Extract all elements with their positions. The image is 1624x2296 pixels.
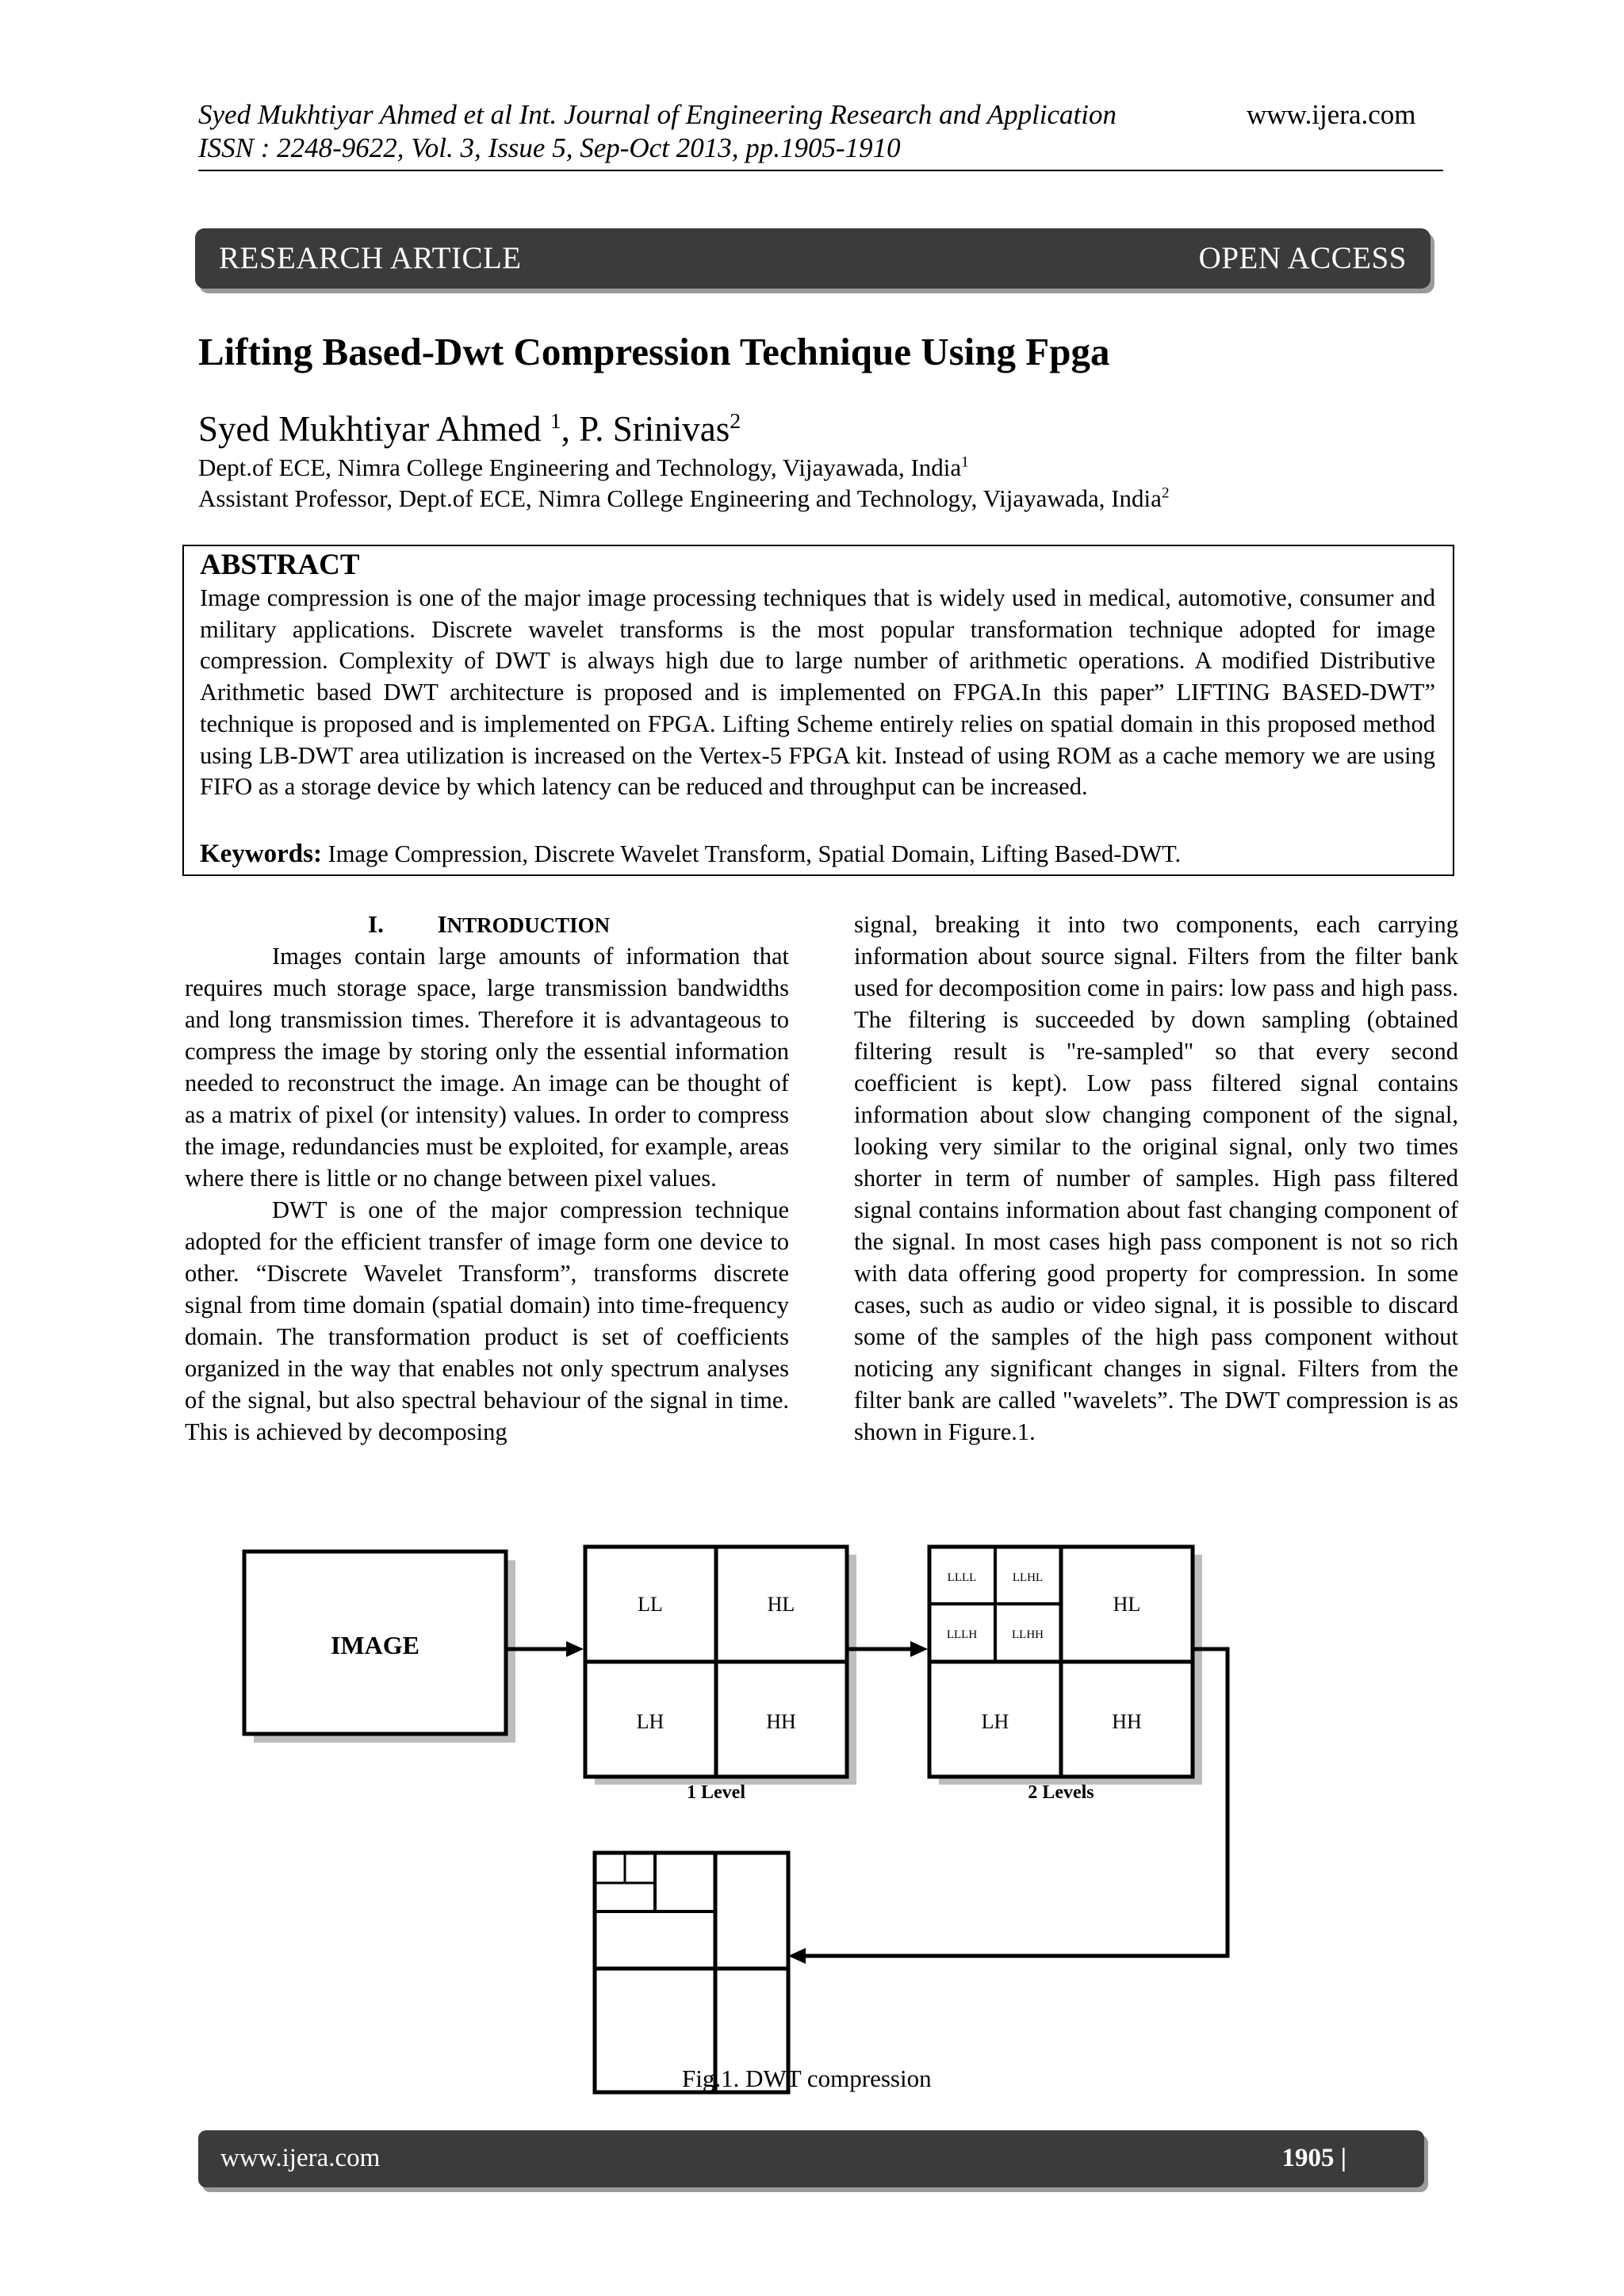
figure-caption: Fig.1. DWT compression xyxy=(682,2064,932,2092)
section-heading xyxy=(368,909,610,941)
level2-llll: LLLL xyxy=(947,1571,977,1584)
level2-hl: HL xyxy=(1113,1593,1141,1616)
dwt-figure xyxy=(182,1542,1245,2097)
section-number: I. xyxy=(368,910,384,938)
arrow-head-3 xyxy=(788,1948,806,1964)
authors xyxy=(198,408,741,450)
arrow-head-2 xyxy=(910,1641,928,1657)
level2-lllh: LLLH xyxy=(946,1628,978,1641)
affiliation-1 xyxy=(198,452,969,483)
level2-hh: HH xyxy=(1112,1710,1142,1733)
header-rule xyxy=(198,170,1443,171)
footer-website: www.ijera.com xyxy=(220,2144,381,2172)
footer-bar xyxy=(198,2130,1424,2187)
article-banner xyxy=(195,228,1431,289)
affiliation-2-text: Assistant Professor, Dept.of ECE, Nimra College Engineering and Technology, Vijayawada, India xyxy=(198,484,1162,512)
author-2: , P. Srinivas xyxy=(561,409,730,449)
level2-lh: LH xyxy=(981,1710,1009,1733)
author-1: Syed Mukhtiyar Ahmed xyxy=(198,409,542,449)
affiliation-1-sup: 1 xyxy=(961,453,969,471)
level1-caption: 1 Level xyxy=(687,1782,745,1803)
issn-line: ISSN : 2248-9622, Vol. 3, Issue 5, Sep-Oct 2013, pp.1905-1910 xyxy=(198,132,901,163)
page-number: 1905 | xyxy=(1281,2144,1346,2172)
left-column xyxy=(185,940,789,1448)
author-2-sup: 2 xyxy=(730,409,741,434)
intro-paragraph-2: DWT is one of the major compression technique adopted for the efficient transfer of image form one device to other. “Discrete Wavelet Transform”, transforms discrete signal from time domain (spatial domain) into time-frequency domain. The transformation product is set of coefficients organized in the way that enables not only spectrum analyses of the signal, but also spectral behaviour of the signal in time. This is achieved by decomposing xyxy=(185,1196,789,1445)
affiliation-1-text: Dept.of ECE, Nimra College Engineering and Technology, Vijayawada, India xyxy=(198,453,962,481)
level3-grid xyxy=(595,1853,788,2092)
keywords xyxy=(200,838,1181,870)
abstract-box xyxy=(182,545,1454,876)
author-1-sup: 1 xyxy=(550,409,561,434)
level1-ll: LL xyxy=(638,1593,663,1616)
right-column xyxy=(854,909,1458,1448)
intro-paragraph-3: signal, breaking it into two components, each carrying information about source signal. Filters from the filter bank used for decomposition come in pairs: low pass and high pass. The filtering is succeeded by down sampling (obtained filtering result is "re-sampled" so that every second coefficient is kept). Low pass filtered signal contains information about slow changing component of the signal, looking very similar to the original signal, only two times shorter in term of number of samples. High pass filtered signal contains information about fast changing component of the signal. In most cases high pass component is not so rich with data offering good property for compression. In some cases, such as audio or video signal, it is possible to discard some of the samples of the high pass component without noticing any significant changes in signal. Filters from the filter bank are called "wavelets”. The DWT compression is as shown in Figure.1. xyxy=(854,911,1458,1445)
abstract-text: Image compression is one of the major image processing techniques that is widely used in medical, automotive, consumer and military applications. Discrete wavelet transforms is the most popular transformation technique adopted for image compression. Complexity of DWT is always high due to large number of arithmetic operations. A modified Distributive Arithmetic based DWT architecture is proposed and is implemented on FPGA.In this paper” LIFTING BASED-DWT” technique is proposed and is implemented on FPGA. Lifting Scheme entirely relies on spatial domain in this proposed method using LB-DWT area utilization is increased on the Vertex-5 FPGA kit. Instead of using ROM as a cache memory we are using FIFO as a storage device by which latency can be reduced and throughput can be increased. xyxy=(200,584,1435,801)
abstract-heading: ABSTRACT xyxy=(200,549,360,581)
keywords-label: Keywords: xyxy=(200,840,322,868)
level2-caption: 2 Levels xyxy=(1028,1782,1094,1803)
affiliation-2-sup: 2 xyxy=(1161,484,1170,502)
header-website: www.ijera.com xyxy=(1247,99,1416,130)
affiliation-2 xyxy=(198,483,1170,514)
level2-llhl: LLHL xyxy=(1012,1571,1044,1584)
level1-hl: HL xyxy=(767,1593,795,1616)
journal-line: Syed Mukhtiyar Ahmed et al Int. Journal of Engineering Research and Application xyxy=(198,99,1117,130)
keywords-text: Image Compression, Discrete Wavelet Transform, Spatial Domain, Lifting Based-DWT. xyxy=(321,840,1182,867)
section-heading-initial: I xyxy=(437,910,447,938)
open-access-label: OPEN ACCESS xyxy=(1198,241,1407,275)
paper-title: Lifting Based-Dwt Compression Technique Using Fpga xyxy=(198,330,1110,373)
image-label: IMAGE xyxy=(331,1631,419,1659)
level2-llhh: LLHH xyxy=(1012,1628,1044,1641)
arrow-head-1 xyxy=(566,1641,584,1657)
intro-paragraph-1: Images contain large amounts of information that requires much storage space, large transmission bandwidths and long transmission times. Therefore it is advantageous to compress the image by storing only the essential information needed to reconstruct the image. An image can be thought of as a matrix of pixel (or intensity) values. In order to compress the image, redundancies must be exploited, for example, areas where there is little or no change between pixel values. xyxy=(185,943,789,1192)
research-article-label: RESEARCH ARTICLE xyxy=(219,241,522,275)
level1-lh: LH xyxy=(636,1710,665,1733)
level1-hh: HH xyxy=(766,1710,796,1733)
section-heading-rest: NTRODUCTION xyxy=(446,913,611,937)
